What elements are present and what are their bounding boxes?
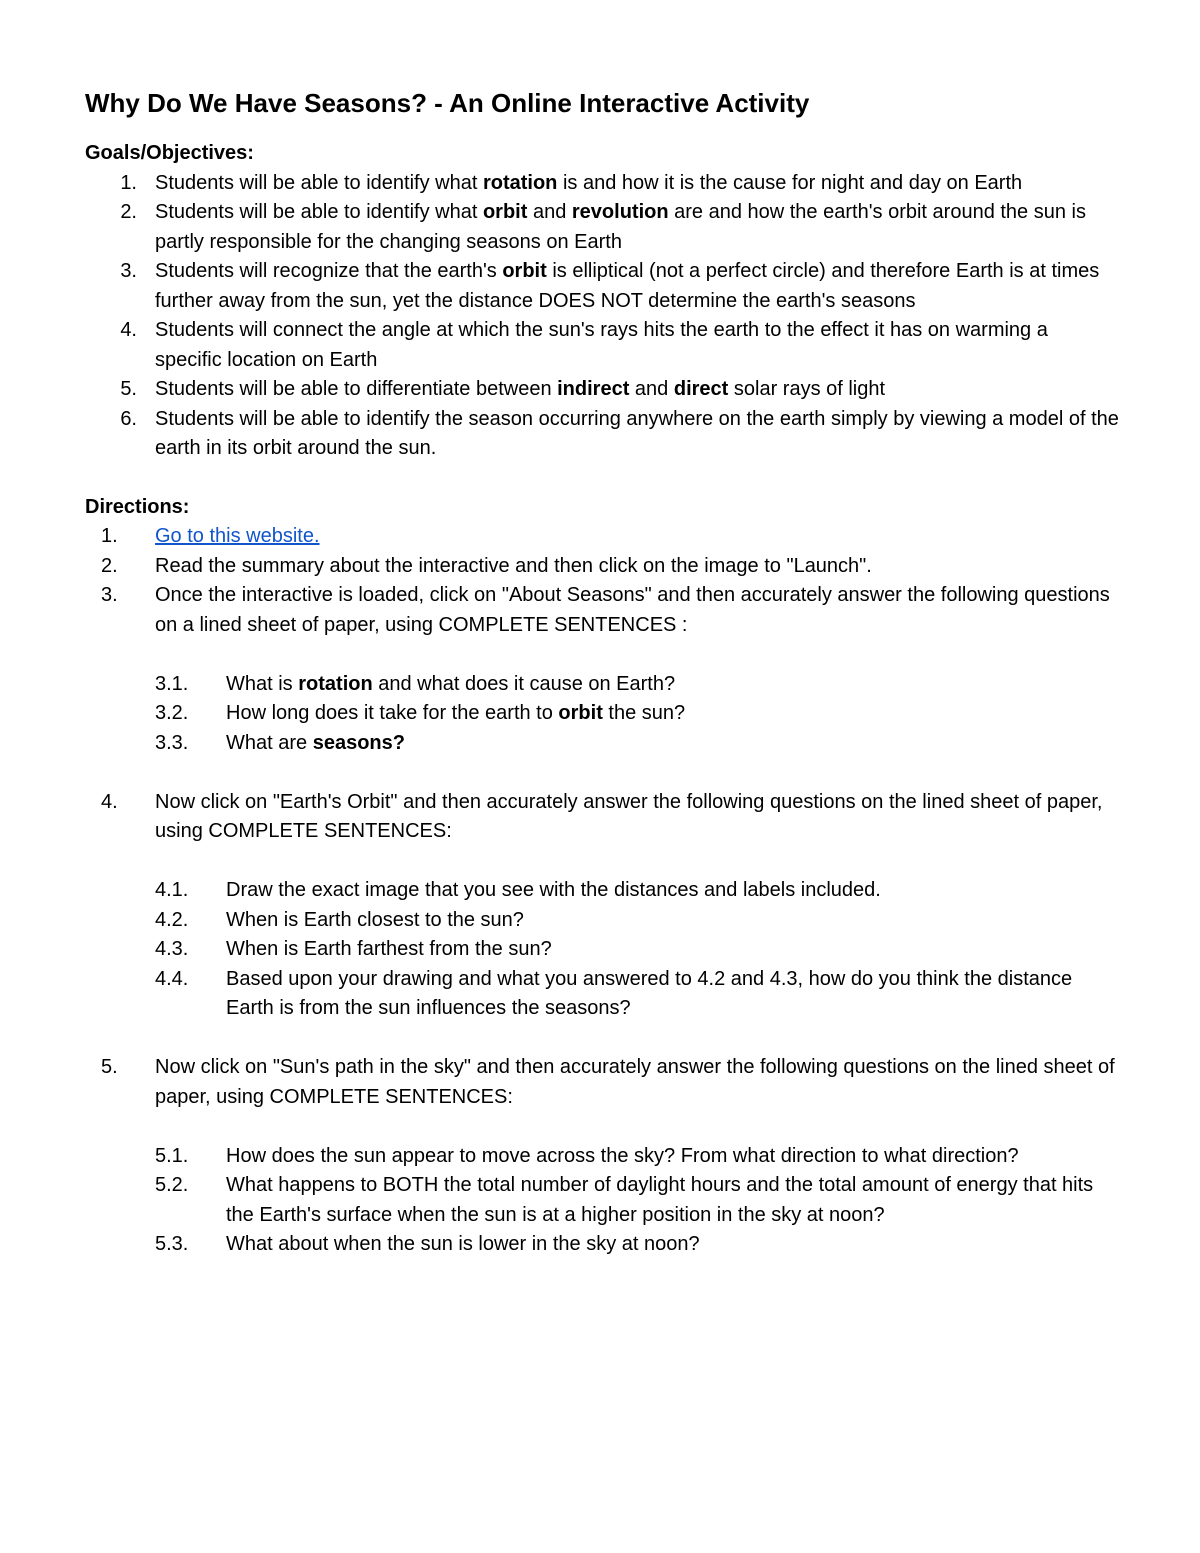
direction-item-text xyxy=(155,555,872,577)
bold-term: revolution xyxy=(571,201,669,223)
goal-item-6 xyxy=(85,405,1120,464)
question-number: 3.2. xyxy=(155,702,189,724)
direction-item-1 xyxy=(85,522,1120,552)
direction-item-number: 3. xyxy=(101,584,118,606)
question-item xyxy=(85,965,1120,1024)
question-number: 4.4. xyxy=(155,967,189,990)
goals-heading: Goals/Objectives: xyxy=(85,142,254,164)
text-run: Draw the exact image that you see with the distances and labels included. xyxy=(226,879,881,901)
question-item xyxy=(85,876,1120,906)
question-item xyxy=(85,729,1120,759)
goal-item-text xyxy=(155,172,1022,194)
question-item xyxy=(85,1171,1120,1230)
text-run: What are xyxy=(226,731,313,754)
goals-list xyxy=(85,169,1120,464)
direction-sublist-wrap xyxy=(85,876,1120,1024)
goal-item-number: 4. xyxy=(120,319,137,341)
text-run: How long does it take for the earth to xyxy=(226,702,559,724)
bold-term: orbit xyxy=(482,201,528,223)
text-run: Students will be able to identify the season occurring anywhere on the earth simply by viewing a model of the earth in its orbit around the sun. xyxy=(155,407,1119,459)
goal-item-1 xyxy=(85,169,1120,199)
question-item xyxy=(85,670,1120,700)
goal-item-number: 6. xyxy=(120,407,137,430)
text-run: Based upon your drawing and what you answered to 4.2 and 4.3, how do you think the distance Earth is from the sun influences the seasons? xyxy=(226,967,1073,1019)
direction-item-text xyxy=(155,791,1102,843)
goal-item-number: 1. xyxy=(120,171,137,194)
direction-item-5 xyxy=(85,1053,1120,1112)
bold-term: seasons? xyxy=(312,731,405,754)
goal-item-3 xyxy=(85,257,1120,316)
goal-item-text xyxy=(155,408,1119,460)
text-run: solar rays of light xyxy=(728,378,886,400)
direction-item-text xyxy=(155,584,1110,636)
question-number: 4.2. xyxy=(155,908,189,931)
goal-item-4 xyxy=(85,316,1120,375)
question-number: 4.3. xyxy=(155,938,189,960)
direction-sublist xyxy=(85,876,1120,1024)
direction-item-number: 4. xyxy=(101,790,118,813)
question-text xyxy=(226,702,685,724)
direction-item-3 xyxy=(85,581,1120,640)
directions-list xyxy=(85,522,1120,1260)
text-run: Now click on "Sun's path in the sky" and then accurately answer the following questions on the lined sheet of paper, using COMPLETE SENTENCES: xyxy=(155,1056,1115,1108)
goal-item-number: 3. xyxy=(120,260,137,282)
question-number: 5.1. xyxy=(155,1144,189,1167)
text-run: Students will be able to identify what xyxy=(155,171,483,194)
question-text xyxy=(226,732,405,754)
spacer xyxy=(85,1024,1120,1054)
text-run: What happens to BOTH the total number of daylight hours and the total amount of energy that hits the Earth's surface when the sun is at a higher position in the sky at noon? xyxy=(226,1174,1094,1226)
question-text xyxy=(226,879,881,901)
question-text xyxy=(226,673,675,695)
question-number: 4.1. xyxy=(155,879,189,901)
text-run: When is Earth closest to the sun? xyxy=(226,908,524,931)
question-item xyxy=(85,906,1120,936)
text-run: What about when the sun is lower in the sky at noon? xyxy=(226,1233,700,1255)
document-title: Why Do We Have Seasons? - An Online Interactive Activity xyxy=(85,88,810,118)
direction-item-text xyxy=(155,1056,1115,1108)
question-number: 3.3. xyxy=(155,731,189,754)
goal-item-text xyxy=(155,260,1099,312)
direction-item-4 xyxy=(85,788,1120,847)
text-run: Students will be able to differentiate between xyxy=(155,378,558,400)
question-number: 5.2. xyxy=(155,1174,189,1196)
text-run: Students will connect the angle at which the sun's rays hits the earth to the effect it has on warming a specific location on Earth xyxy=(155,319,1048,371)
direction-item-text xyxy=(155,525,320,547)
question-item xyxy=(85,935,1120,965)
question-text xyxy=(226,938,552,960)
question-item xyxy=(85,1230,1120,1260)
text-run: the sun? xyxy=(602,702,686,724)
direction-sublist xyxy=(85,1142,1120,1260)
website-link[interactable]: Go to this website. xyxy=(155,525,320,547)
text-run: Read the summary about the interactive and then click on the image to "Launch". xyxy=(155,554,872,577)
direction-sublist xyxy=(85,670,1120,759)
direction-sublist-wrap xyxy=(85,1142,1120,1260)
text-run: When is Earth farthest from the sun? xyxy=(226,938,552,960)
question-text xyxy=(226,1174,1093,1226)
bold-term: orbit xyxy=(502,260,547,282)
bold-term: rotation xyxy=(482,171,558,194)
direction-sublist-wrap xyxy=(85,670,1120,759)
direction-item-number: 1. xyxy=(101,525,118,547)
goal-item-number: 5. xyxy=(120,378,137,400)
question-text xyxy=(226,1145,1019,1167)
text-run: is elliptical (not a perfect circle) and therefore Earth is at times further away from the sun, yet the distance DOES NOT determine the earth's seasons xyxy=(155,260,1100,312)
goal-item-5 xyxy=(85,375,1120,405)
direction-item-number: 2. xyxy=(101,554,118,577)
goal-item-text xyxy=(155,378,885,400)
question-item xyxy=(85,1142,1120,1172)
goal-item-text xyxy=(155,201,1086,253)
bold-term: orbit xyxy=(558,702,603,724)
text-run: and what does it cause on Earth? xyxy=(372,672,676,695)
question-text xyxy=(226,968,1072,1020)
text-run: and xyxy=(527,201,572,223)
bold-term: rotation xyxy=(298,672,373,695)
text-run: Now click on "Earth's Orbit" and then accurately answer the following questions on the lined sheet of paper, using COMPLETE SENTENCES: xyxy=(155,790,1103,842)
bold-term: direct xyxy=(673,378,729,400)
text-run: Once the interactive is loaded, click on "About Seasons" and then accurately answer the following questions on a lined sheet of paper, using COMPLETE SENTENCES : xyxy=(155,584,1110,636)
question-number: 3.1. xyxy=(155,672,189,695)
direction-item-number: 5. xyxy=(101,1056,118,1078)
text-run: is and how it is the cause for night and day on Earth xyxy=(557,171,1023,194)
document-page xyxy=(85,86,1120,1260)
question-item xyxy=(85,699,1120,729)
question-number: 5.3. xyxy=(155,1233,189,1255)
text-run: Students will be able to identify what xyxy=(155,201,483,223)
question-text xyxy=(226,909,524,931)
question-text xyxy=(226,1233,700,1255)
text-run: and xyxy=(629,378,674,400)
direction-item-2 xyxy=(85,552,1120,582)
text-run: are and how the earth's orbit around the sun is partly responsible for the changing seasons on Earth xyxy=(155,201,1086,253)
bold-term: indirect xyxy=(557,378,630,400)
directions-heading: Directions: xyxy=(85,495,190,518)
goal-item-number: 2. xyxy=(120,201,137,223)
spacer xyxy=(85,758,1120,788)
text-run: How does the sun appear to move across the sky? From what direction to what direction? xyxy=(226,1144,1019,1167)
goal-item-2 xyxy=(85,198,1120,257)
text-run: What is xyxy=(226,672,299,695)
text-run: Students will recognize that the earth's xyxy=(155,260,503,282)
goal-item-text xyxy=(155,319,1048,371)
